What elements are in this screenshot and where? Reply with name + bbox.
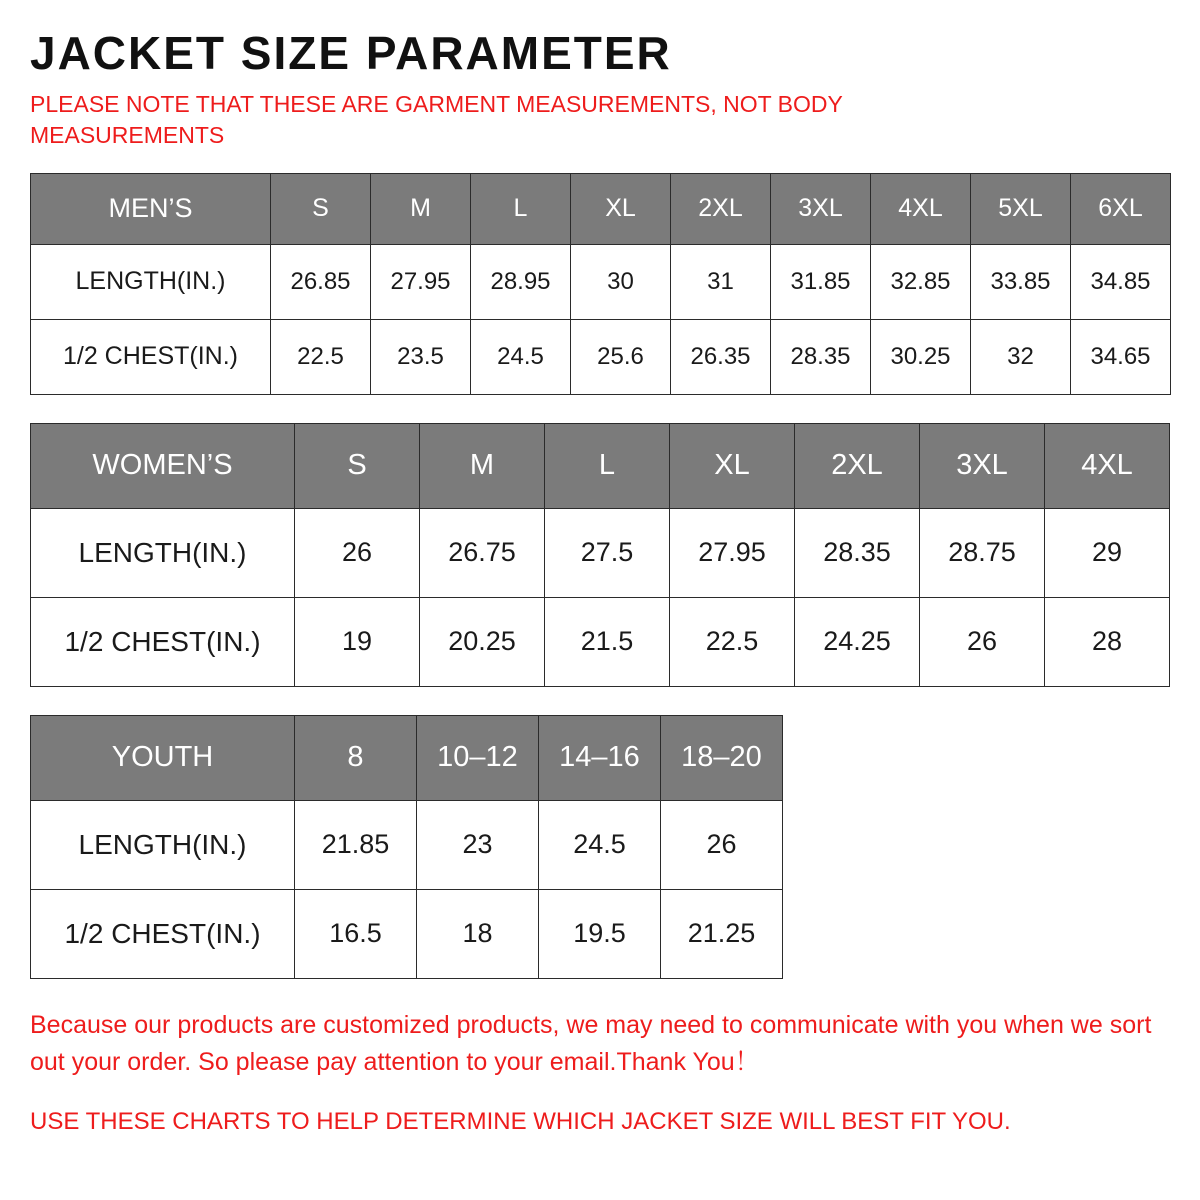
womens-length-0: 26 [295, 508, 420, 597]
youth-size-col-1: 10–12 [417, 715, 539, 800]
mens-length-6: 32.85 [871, 244, 971, 319]
womens-chest-2: 21.5 [545, 597, 670, 686]
youth-table-body [31, 800, 783, 978]
mens-chest-2: 24.5 [471, 319, 571, 394]
youth-size-col-3: 18–20 [661, 715, 783, 800]
mens-header-label: MEN’S [31, 173, 271, 244]
mens-length-2: 28.95 [471, 244, 571, 319]
womens-table-header [31, 423, 1170, 508]
youth-length-2: 24.5 [539, 800, 661, 889]
womens-size-col-5: 3XL [920, 423, 1045, 508]
mens-row-label-length: LENGTH(IN.) [31, 244, 271, 319]
footer-note-charts: USE THESE CHARTS TO HELP DETERMINE WHICH JACKET SIZE WILL BEST FIT YOU. [30, 1107, 1011, 1135]
mens-chest-8: 34.65 [1071, 319, 1171, 394]
mens-size-col-6: 4XL [871, 173, 971, 244]
mens-length-7: 33.85 [971, 244, 1071, 319]
mens-length-8: 34.85 [1071, 244, 1171, 319]
measurement-note: PLEASE NOTE THAT THESE ARE GARMENT MEASUREMENTS, NOT BODY MEASUREMENTS [30, 90, 843, 148]
mens-size-col-2: L [471, 173, 571, 244]
page-title: JACKET SIZE PARAMETER [30, 27, 672, 79]
womens-chest-3: 22.5 [670, 597, 795, 686]
womens-size-table [30, 423, 1170, 687]
youth-length-1: 23 [417, 800, 539, 889]
mens-chest-3: 25.6 [571, 319, 671, 394]
womens-size-col-1: M [420, 423, 545, 508]
mens-length-4: 31 [671, 244, 771, 319]
table-row [31, 800, 783, 889]
womens-size-col-0: S [295, 423, 420, 508]
table-row [31, 508, 1170, 597]
womens-row-label-length: LENGTH(IN.) [31, 508, 295, 597]
womens-length-5: 28.75 [920, 508, 1045, 597]
mens-chest-0: 22.5 [271, 319, 371, 394]
mens-size-col-5: 3XL [771, 173, 871, 244]
youth-chest-3: 21.25 [661, 889, 783, 978]
mens-chest-7: 32 [971, 319, 1071, 394]
womens-length-1: 26.75 [420, 508, 545, 597]
youth-size-col-2: 14–16 [539, 715, 661, 800]
youth-row-label-chest: 1/2 CHEST(IN.) [31, 889, 295, 978]
womens-row-label-chest: 1/2 CHEST(IN.) [31, 597, 295, 686]
womens-chest-6: 28 [1045, 597, 1170, 686]
womens-length-4: 28.35 [795, 508, 920, 597]
mens-chest-6: 30.25 [871, 319, 971, 394]
womens-table-body [31, 508, 1170, 686]
table-row [31, 244, 1171, 319]
mens-chest-5: 28.35 [771, 319, 871, 394]
womens-size-col-3: XL [670, 423, 795, 508]
mens-size-col-7: 5XL [971, 173, 1071, 244]
youth-chest-2: 19.5 [539, 889, 661, 978]
mens-size-col-8: 6XL [1071, 173, 1171, 244]
youth-chest-1: 18 [417, 889, 539, 978]
mens-table-header [31, 173, 1171, 244]
womens-header-label: WOMEN’S [31, 423, 295, 508]
table-row [31, 597, 1170, 686]
mens-chest-4: 26.35 [671, 319, 771, 394]
mens-length-5: 31.85 [771, 244, 871, 319]
womens-chest-0: 19 [295, 597, 420, 686]
womens-size-col-2: L [545, 423, 670, 508]
youth-length-3: 26 [661, 800, 783, 889]
mens-chest-1: 23.5 [371, 319, 471, 394]
womens-chest-1: 20.25 [420, 597, 545, 686]
mens-row-label-chest: 1/2 CHEST(IN.) [31, 319, 271, 394]
table-header-row [31, 173, 1171, 244]
table-row [31, 319, 1171, 394]
footer-note-customization: Because our products are customized products, we may need to communicate with you when we sort out your order. So please pay attention to your email.Thank You！ [30, 1010, 1152, 1077]
womens-size-col-6: 4XL [1045, 423, 1170, 508]
mens-length-1: 27.95 [371, 244, 471, 319]
mens-length-0: 26.85 [271, 244, 371, 319]
mens-size-table [30, 173, 1171, 395]
youth-chest-0: 16.5 [295, 889, 417, 978]
youth-table-header [31, 715, 783, 800]
womens-length-6: 29 [1045, 508, 1170, 597]
youth-row-label-length: LENGTH(IN.) [31, 800, 295, 889]
mens-size-col-0: S [271, 173, 371, 244]
youth-length-0: 21.85 [295, 800, 417, 889]
youth-header-label: YOUTH [31, 715, 295, 800]
youth-size-table [30, 715, 783, 979]
mens-size-col-1: M [371, 173, 471, 244]
womens-length-2: 27.5 [545, 508, 670, 597]
table-row [31, 889, 783, 978]
mens-size-col-3: XL [571, 173, 671, 244]
table-header-row [31, 715, 783, 800]
womens-chest-4: 24.25 [795, 597, 920, 686]
mens-size-col-4: 2XL [671, 173, 771, 244]
mens-table-body [31, 244, 1171, 394]
mens-length-3: 30 [571, 244, 671, 319]
youth-size-col-0: 8 [295, 715, 417, 800]
womens-chest-5: 26 [920, 597, 1045, 686]
table-header-row [31, 423, 1170, 508]
womens-size-col-4: 2XL [795, 423, 920, 508]
womens-length-3: 27.95 [670, 508, 795, 597]
